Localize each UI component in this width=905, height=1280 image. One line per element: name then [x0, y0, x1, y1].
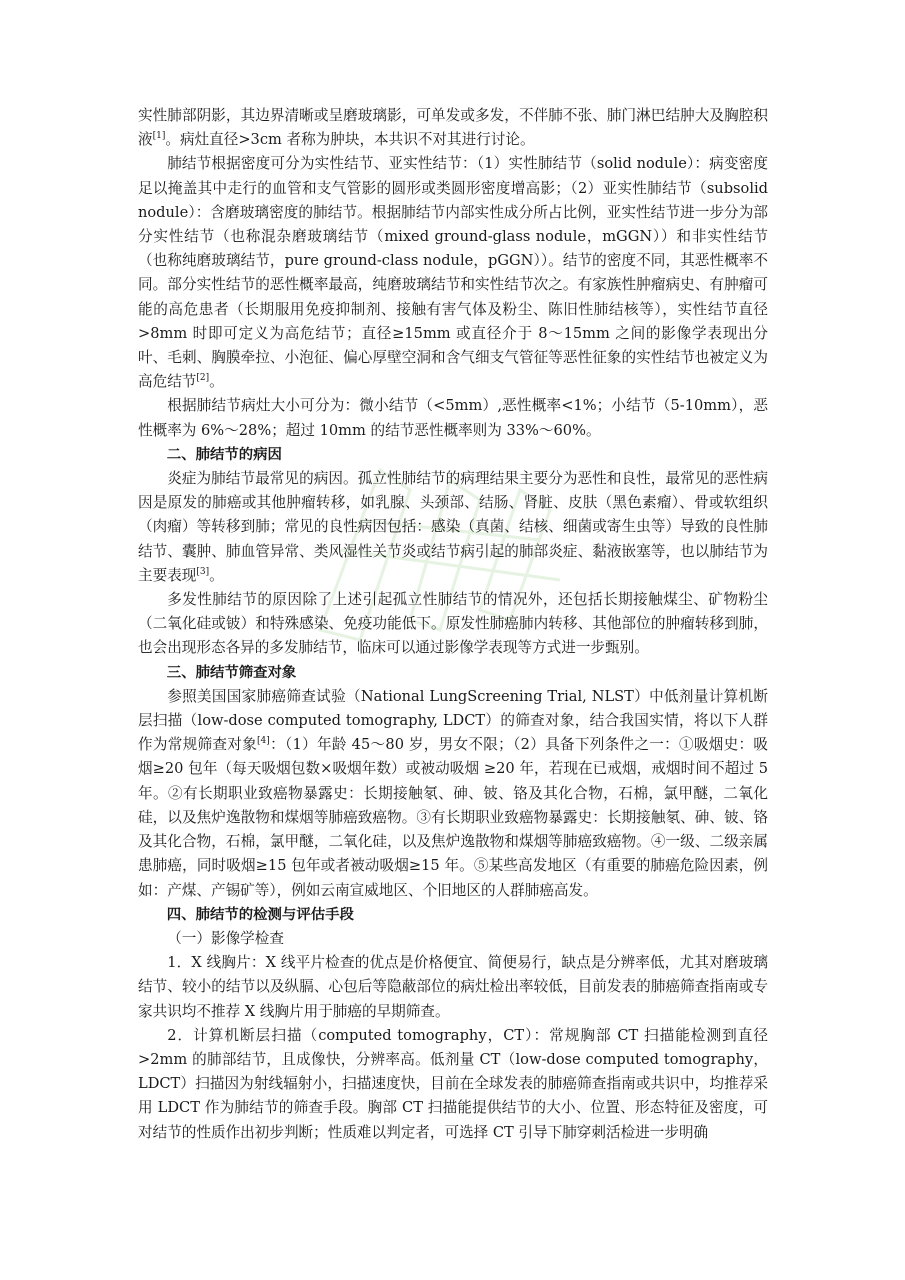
paragraph-5: 多发性肺结节的原因除了上述引起孤立性肺结节的情况外，还包括长期接触煤尘、矿物粉尘（二氧化硅或铍）和特殊感染、免疫功能低下。原发性肺癌肺内转移、其他部位的肿瘤转移到肺，也会出现形态各异的多发肺结节，临床可以通过影像学表现等方式进一步甄别。: [138, 591, 768, 657]
section-heading-2: 二、肺结节的病因: [166, 446, 282, 463]
paragraph-8: 2．计算机断层扫描（computed tomography，CT）：常规胸部 CT 扫描能检测到直径>2mm 的肺部结节，且成像快，分辨率高。低剂量 CT（low-dose computed tomography，LDCT）扫描因为射线辐射小，扫描速度快，目前在全球发表的肺癌筛查指南或共识中，均推荐采用 LDCT 作为肺结节的筛查手段。胸部 CT 扫描能提供结节的大小、位置、形态特征及密度，可对结节的性质作出初步判断；性质难以判定者，可选择 CT 引导下肺穿刺活检进一步明确: [138, 1026, 768, 1141]
section-heading-3: 三、肺结节筛查对象: [166, 664, 297, 681]
section-heading-4: 四、肺结节的检测与评估手段: [166, 906, 354, 923]
paragraph-2: 肺结节根据密度可分为实性结节、亚实性结节：（1）实性肺结节（solid nodule）：病变密度足以掩盖其中走行的血管和支气管影的圆形或类圆形密度增高影；（2）亚实性肺结节（subsolid nodule）：含磨玻璃密度的肺结节。根据肺结节内部实性成分所占比例，亚实性结节进一步分为部分实性结节（也称混杂磨玻璃结节（mixed ground-glass nodule，mGGN））和非实性结节（也称纯磨玻璃结节，pure ground-class nodule，pGGN））。结节的密度不同，其恶性概率不同。部分实性结节的恶性概率最高，纯磨玻璃结节和实性结节次之。有家族性肿瘤病史、有肿瘤可能的高危患者（长期服用免疫抑制剂、接触有害气体及粉尘、陈旧性肺结核等），实性结节直径>8mm 时即可定义为高危结节；直径≥15mm 或直径介于 8～15mm 之间的影像学表现出分叶、毛刺、胸膜牵拉、小泡征、偏心厚壁空洞和含气细支气管征等恶性征象的实性结节也被定义为高危结节[2]。: [138, 155, 768, 391]
paragraph-6: 参照美国国家肺癌筛查试验（National LungScreening Trial, NLST）中低剂量计算机断层扫描（low-dose computed tomography, LDCT）的筛查对象，结合我国实情，将以下人群作为常规筛查对象[4]：（1）年龄 45～80 岁，男女不限；（2）具备下列条件之一：①吸烟史：吸烟≥20 包年（每天吸烟包数×吸烟年数）或被动吸烟 ≥20 年，若现在已戒烟，戒烟时间不超过 5 年。②有长期职业致癌物暴露史：长期接触氡、砷、铍、铬及其化合物，石棉，氯甲醚，二氧化硅，以及焦炉逸散物和煤烟等肺癌致癌物。③有长期职业致癌物暴露史：长期接触氡、砷、铍、铬及其化合物，石棉，氯甲醚，二氧化硅，以及焦炉逸散物和煤烟等肺癌致癌物。④一级、二级亲属患肺癌，同时吸烟≥15 包年或者被动吸烟≥15 年。⑤某些高发地区（有重要的肺癌危险因素，例如：产煤、产锡矿等），例如云南宣威地区、个旧地区的人群肺癌高发。: [138, 687, 768, 899]
paragraph-7: 1．X 线胸片：X 线平片检查的优点是价格便宜、简便易行，缺点是分辨率低，尤其对磨玻璃结节、较小的结节以及纵膈、心包后等隐蔽部位的病灶检出率较低，目前发表的肺癌筛查指南或专家共识均不推荐 X 线胸片用于肺癌的早期筛查。: [138, 954, 768, 1020]
paragraph-4: 炎症为肺结节最常见的病因。孤立性肺结节的病理结果主要分为恶性和良性，最常见的恶性病因是原发的肺癌或其他肿瘤转移，如乳腺、头颈部、结肠、肾脏、皮肤（黑色素瘤）、骨或软组织（肉瘤）等转移到肺；常见的良性病因包括：感染（真菌、结核、细菌或寄生虫等）导致的良性肺结节、囊肿、肺血管异常、类风湿性关节炎或结节病引起的肺部炎症、黏液嵌塞等，也以肺结节为主要表现[3]。: [138, 470, 768, 584]
paragraph-1: 实性肺部阴影，其边界清晰或呈磨玻璃影，可单发或多发，不伴肺不张、肺门淋巴结肿大及胸腔积液[1]。病灶直径>3cm 者称为肿块，本共识不对其进行讨论。: [138, 107, 768, 149]
document-page: [138, 104, 768, 1145]
paragraph-3: 根据肺结节病灶大小可分为：微小结节（<5mm）,恶性概率<1%；小结节（5-10mm），恶性概率为 6%～28%；超过 10mm 的结节恶性概率则为 33%～60%。: [138, 397, 768, 439]
subsection-heading: （一）影像学检查: [167, 929, 284, 947]
